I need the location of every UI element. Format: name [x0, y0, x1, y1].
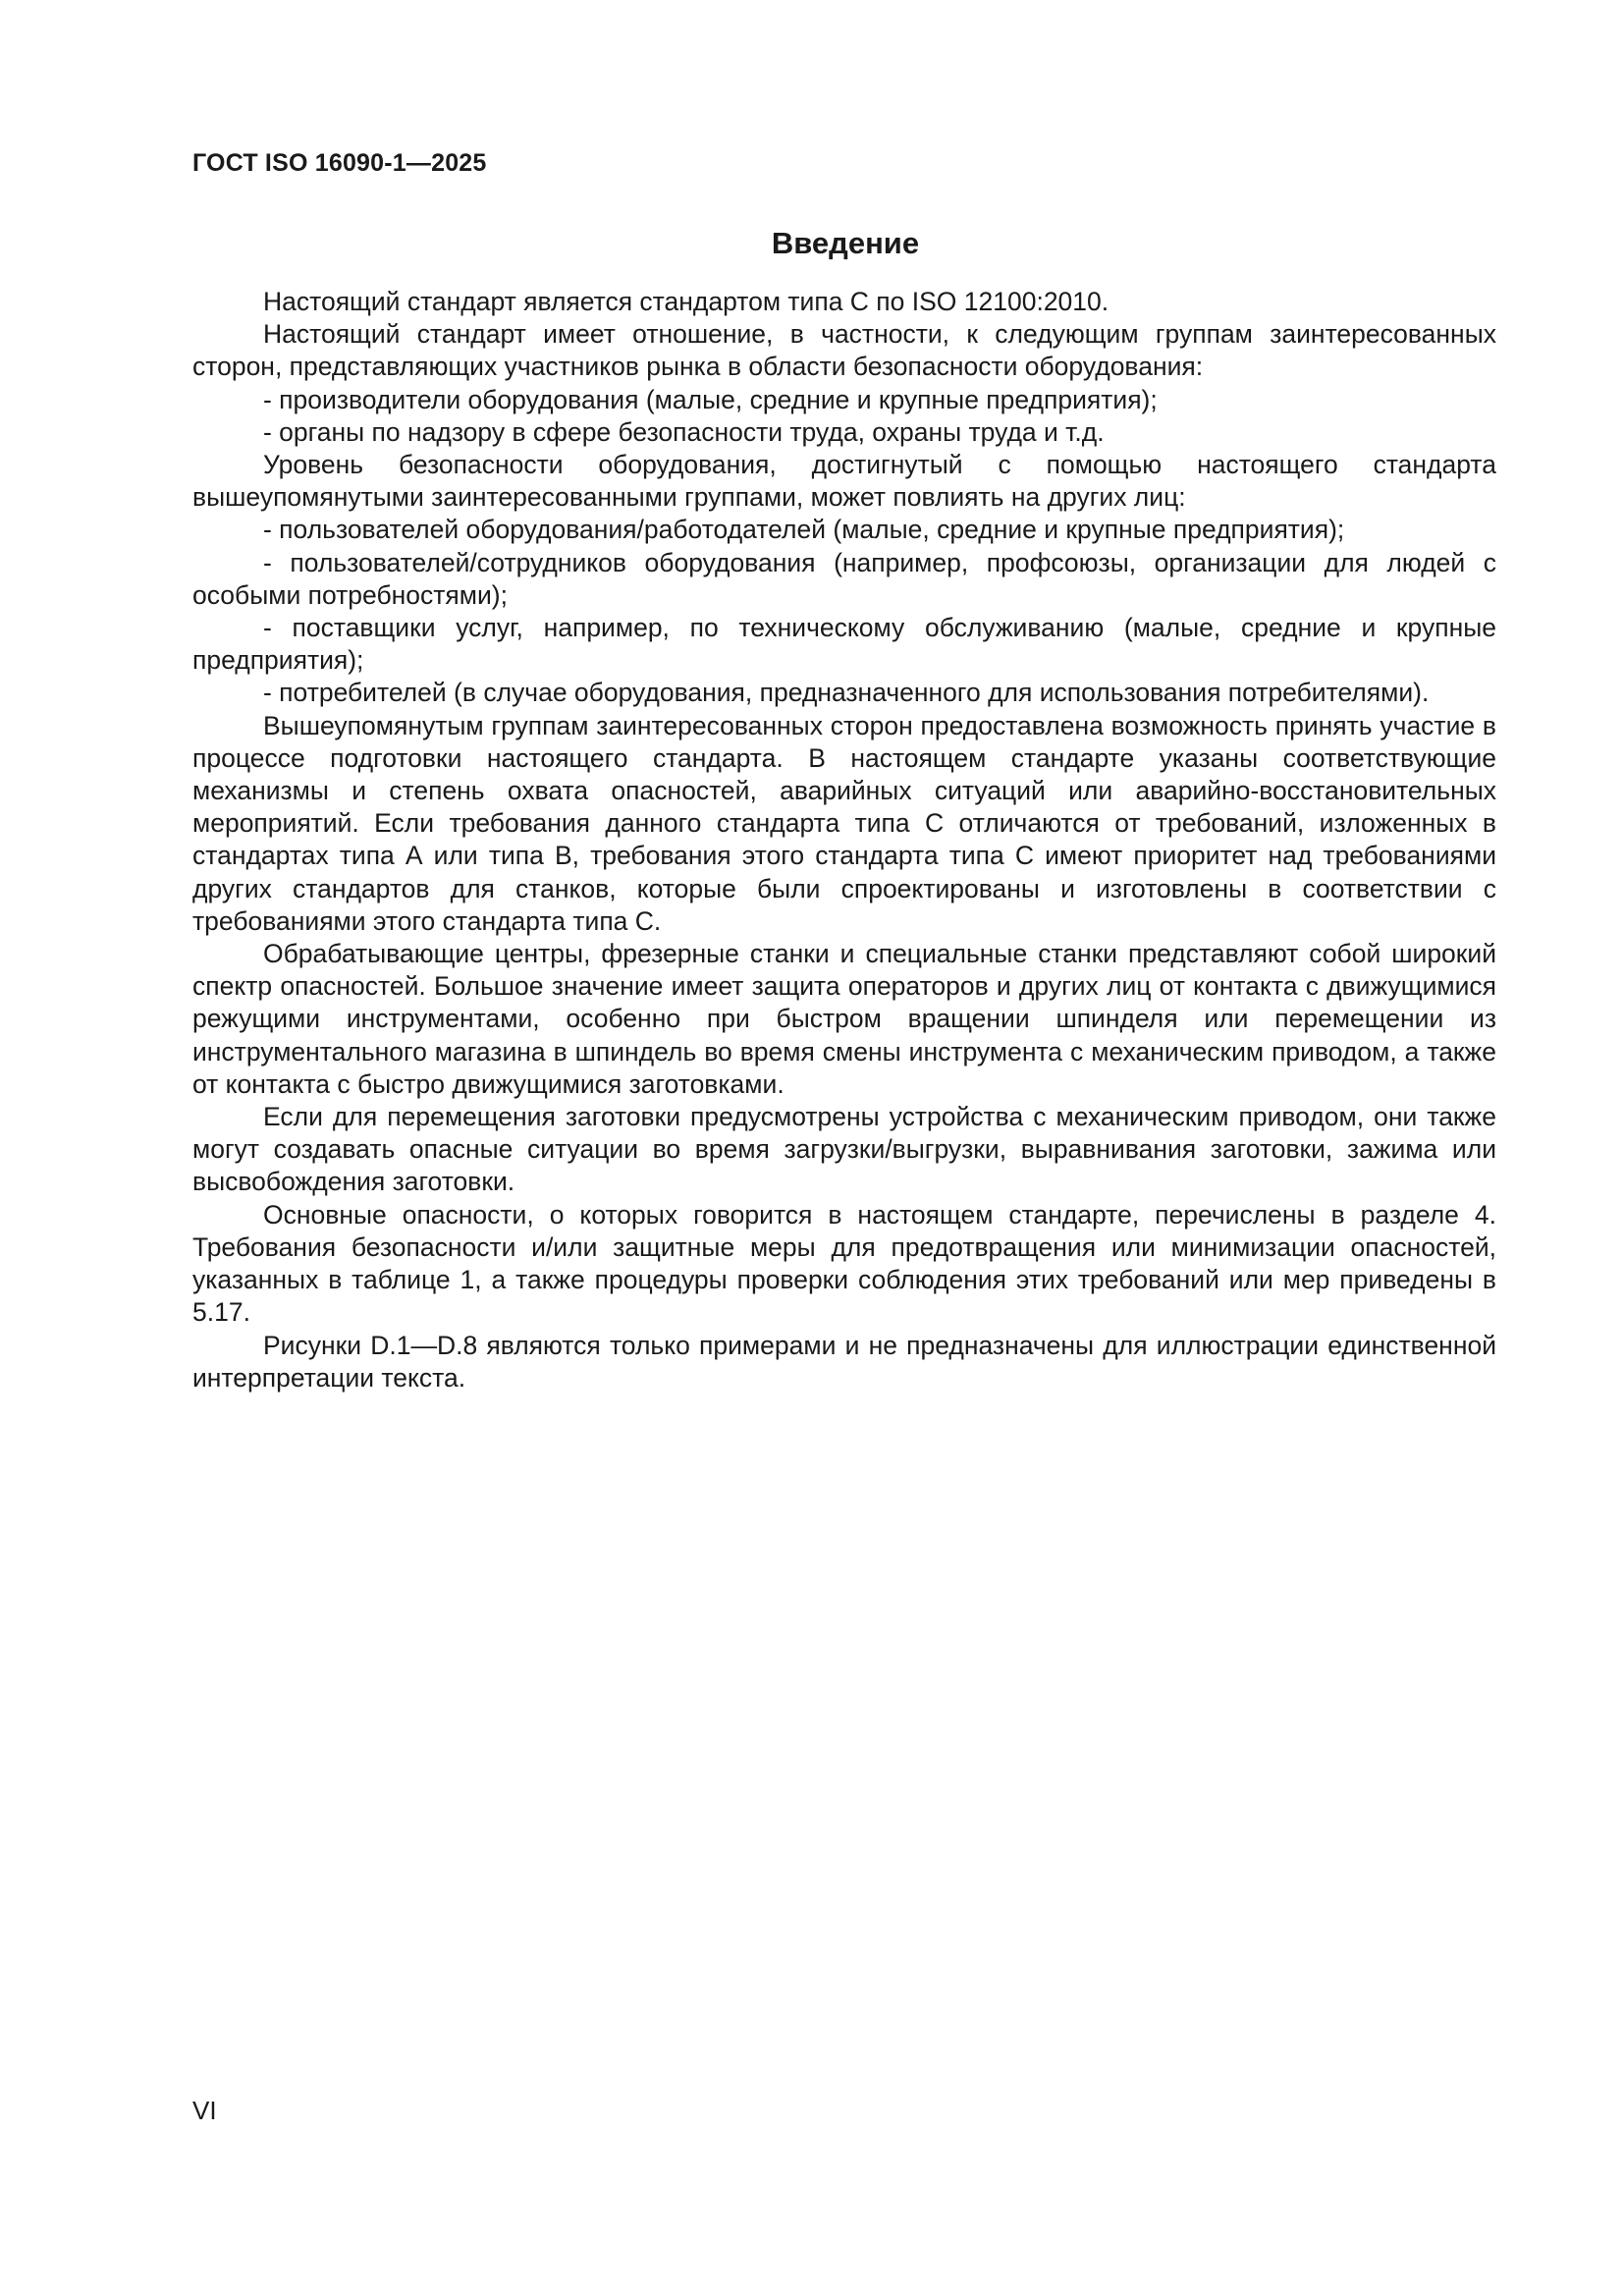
list-item: - потребителей (в случае оборудования, предназначенного для использования потребителями).	[263, 678, 1430, 708]
paragraph: Уровень безопасности оборудования, достигнутый с помощью настоящего стандарта вышеупомянутыми заинтересованными группами, может повлиять на других лиц:	[192, 450, 1496, 513]
paragraph: Вышеупомянутым группам заинтересованных сторон предоставлена возможность принять участие в процессе подготовки настоящего стандарта. В настоящем стандарте указаны соответствующие механизмы и степень охвата опасностей, аварийных ситуаций или аварийно-восстановительных мероприятий. Если требования данного стандарта типа С отличаются от требований, изложенных в стандартах типа А или типа В, требования этого стандарта типа С имеют приоритет над требованиями других стандартов для станков, которые были спроектированы и изготовлены в соответствии с требованиями этого стандарта типа С.	[192, 710, 1496, 936]
document-header: ГОСТ ISO 16090-1—2025	[192, 149, 487, 177]
paragraph: Основные опасности, о которых говорится в настоящем стандарте, перечислены в разделе 4. Требования безопасности и/или защитные меры для предотвращения или минимизации опасностей, указанных в таблице 1, а также процедуры проверки соблюдения этих требований или мер приведены в 5.17.	[192, 1199, 1496, 1328]
section-title: Введение	[771, 226, 920, 260]
paragraph: Настоящий стандарт является стандартом типа С по ISO 12100:2010.	[263, 287, 1109, 316]
list-item: - производители оборудования (малые, средние и крупные предприятия);	[263, 384, 1158, 414]
list-item: - поставщики услуг, например, по техническому обслуживанию (малые, средние и крупные предприятия);	[192, 613, 1496, 676]
list-item: - органы по надзору в сфере безопасности труда, охраны труда и т.д.	[263, 416, 1105, 447]
paragraph: Рисунки D.1—D.8 являются только примерами и не предназначены для иллюстрации единственной интерпретации текста.	[192, 1330, 1496, 1393]
paragraph: Настоящий стандарт имеет отношение, в частности, к следующим группам заинтересованных сторон, представляющих участников рынка в области безопасности оборудования:	[192, 319, 1496, 382]
page-number: VI	[192, 2096, 217, 2125]
paragraph: Обрабатывающие центры, фрезерные станки и специальные станки представляют собой широкий спектр опасностей. Большое значение имеет защита операторов и других лиц от контакта с движущимися режущими инструментами, особенно при быстром вращении шпинделя или перемещении из инструментального магазина в шпиндель во время смены инструмента с механическим приводом, а также от контакта с быстро движущимися заготовками.	[192, 939, 1496, 1099]
list-item: - пользователей/сотрудников оборудования (например, профсоюзы, организации для людей с особыми потребностями);	[192, 547, 1496, 610]
paragraph: Если для перемещения заготовки предусмотрены устройства с механическим приводом, они также могут создавать опасные ситуации во время загрузки/выгрузки, выравнивания заготовки, зажима или высвобождения заготовки.	[192, 1102, 1496, 1197]
introduction-body	[192, 286, 1496, 1394]
list-item: - пользователей оборудования/работодателей (малые, средние и крупные предприятия);	[263, 515, 1345, 545]
